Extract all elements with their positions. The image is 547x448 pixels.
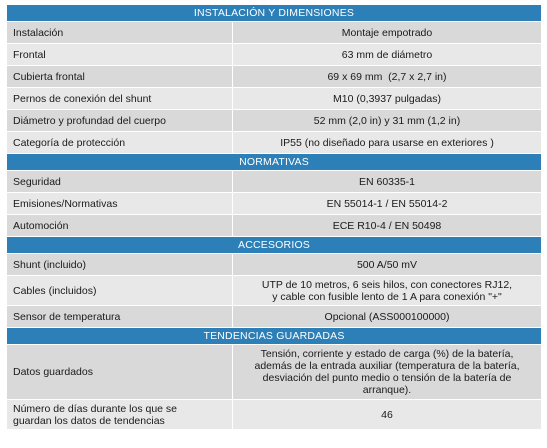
row-value: 46 bbox=[233, 400, 542, 430]
table-row bbox=[7, 215, 542, 237]
table-row bbox=[7, 44, 542, 66]
row-label: Diámetro y profundad del cuerpo bbox=[7, 110, 233, 132]
table-row bbox=[7, 254, 542, 276]
row-label: Cables (incluidos) bbox=[7, 276, 233, 306]
row-label: Shunt (incluido) bbox=[7, 254, 233, 276]
row-value-line: UTP de 10 metros, 6 seis hilos, con conectores RJ12, bbox=[261, 278, 513, 291]
table-row bbox=[7, 132, 542, 154]
row-label: Emisiones/Normativas bbox=[7, 193, 233, 215]
table-row bbox=[7, 193, 542, 215]
row-value: 63 mm de diámetro bbox=[233, 44, 542, 66]
row-value: Montaje empotrado bbox=[233, 22, 542, 44]
row-label: Cubierta frontal bbox=[7, 66, 233, 88]
row-value: M10 (0,3937 pulgadas) bbox=[233, 88, 542, 110]
row-value: IP55 (no diseñado para usarse en exteriores ) bbox=[233, 132, 542, 154]
table-row bbox=[7, 88, 542, 110]
row-label: Seguridad bbox=[7, 171, 233, 193]
row-label: Pernos de conexión del shunt bbox=[7, 88, 233, 110]
table-row bbox=[7, 110, 542, 132]
row-value: 500 A/50 mV bbox=[233, 254, 542, 276]
row-label: Datos guardados bbox=[7, 345, 233, 400]
row-value-line: y cable con fusible lento de 1 A para conexión "+" bbox=[272, 290, 502, 303]
section-header-installation bbox=[7, 5, 542, 22]
table-row bbox=[7, 400, 542, 430]
row-value bbox=[233, 345, 542, 400]
row-value: Opcional (ASS000100000) bbox=[233, 306, 542, 328]
table-row bbox=[7, 171, 542, 193]
row-value bbox=[233, 276, 542, 306]
row-label-line: Número de días durante los que se bbox=[13, 402, 178, 415]
row-value-line: arranque). bbox=[362, 384, 412, 396]
row-label: Frontal bbox=[7, 44, 233, 66]
section-title: NORMATIVAS bbox=[7, 154, 542, 171]
section-header-accessories bbox=[7, 237, 542, 254]
table-row bbox=[7, 345, 542, 400]
row-label: Categoría de protección bbox=[7, 132, 233, 154]
specifications-table bbox=[6, 4, 542, 430]
row-value-line: Tensión, corriente y estado de carga (%) de la batería, bbox=[260, 348, 514, 360]
row-value: 69 x 69 mm (2,7 x 2,7 in) bbox=[233, 66, 542, 88]
row-label: Instalación bbox=[7, 22, 233, 44]
row-label-line: guardan los datos de tendencias bbox=[13, 414, 165, 427]
table-row bbox=[7, 306, 542, 328]
row-value: EN 60335-1 bbox=[233, 171, 542, 193]
row-value: ECE R10-4 / EN 50498 bbox=[233, 215, 542, 237]
row-label: Automoción bbox=[7, 215, 233, 237]
section-header-standards bbox=[7, 154, 542, 171]
table-row bbox=[7, 276, 542, 306]
row-value: EN 55014-1 / EN 55014-2 bbox=[233, 193, 542, 215]
section-title: ACCESORIOS bbox=[7, 237, 542, 254]
table-row bbox=[7, 66, 542, 88]
section-title: INSTALACIÓN Y DIMENSIONES bbox=[7, 5, 542, 22]
row-label: Sensor de temperatura bbox=[7, 306, 233, 328]
table-row bbox=[7, 22, 542, 44]
row-value-line: además de la entrada auxiliar (temperatura de la batería, bbox=[254, 360, 520, 372]
row-value: 52 mm (2,0 in) y 31 mm (1,2 in) bbox=[233, 110, 542, 132]
row-value-line: desviación del punto medio o tensión de la batería de bbox=[262, 372, 512, 384]
section-header-saved-trends bbox=[7, 328, 542, 345]
row-label bbox=[7, 400, 233, 430]
section-title: TENDENCIAS GUARDADAS bbox=[7, 328, 542, 345]
